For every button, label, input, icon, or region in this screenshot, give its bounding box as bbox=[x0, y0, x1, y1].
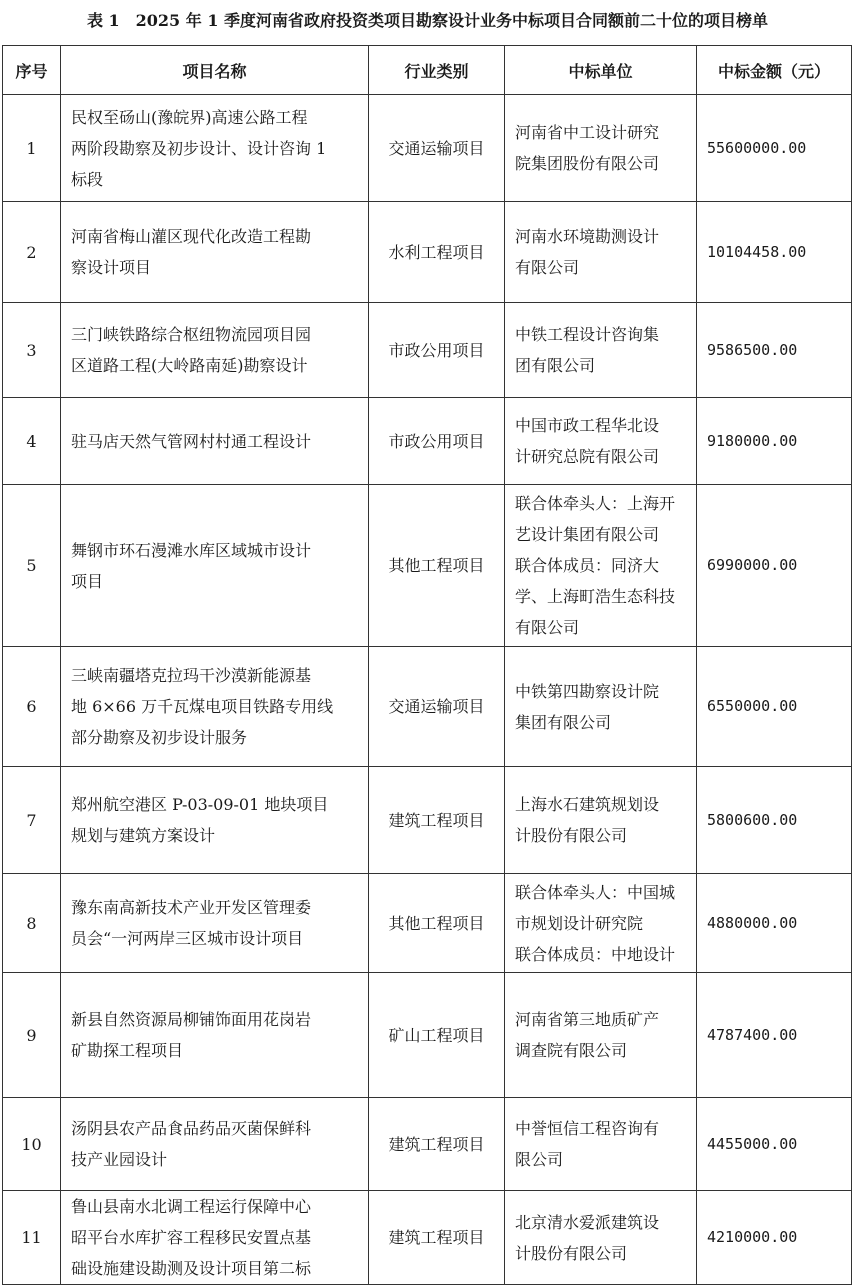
cell-industry: 市政公用项目 bbox=[369, 303, 505, 398]
cell-no: 6 bbox=[3, 647, 61, 767]
winner-line: 联合体成员：同济大 bbox=[515, 556, 660, 575]
table-row bbox=[3, 485, 852, 647]
table-row bbox=[3, 1098, 852, 1191]
cell-project-name bbox=[61, 1098, 369, 1191]
name-line: 规划与建筑方案设计 bbox=[71, 826, 216, 845]
cell-industry: 建筑工程项目 bbox=[369, 1191, 505, 1285]
cell-amount: 4455000.00 bbox=[697, 1098, 852, 1191]
winner-line: 计股份有限公司 bbox=[515, 1243, 628, 1263]
table-body bbox=[3, 95, 852, 1285]
winner-line: 市规划设计研究院 bbox=[515, 913, 644, 933]
winner-line: 中国市政工程华北设 bbox=[515, 416, 660, 435]
cell-no: 1 bbox=[3, 95, 61, 202]
cell-amount: 5800600.00 bbox=[697, 767, 852, 874]
cell-winner bbox=[505, 874, 697, 973]
cell-industry: 矿山工程项目 bbox=[369, 973, 505, 1098]
winner-line: 限公司 bbox=[515, 1150, 564, 1169]
cell-industry: 建筑工程项目 bbox=[369, 1098, 505, 1191]
header-winner: 中标单位 bbox=[505, 46, 697, 95]
winner-line: 院集团股份有限公司 bbox=[515, 154, 660, 173]
table-row bbox=[3, 647, 852, 767]
winner-line: 联合体牵头人：中国城 bbox=[515, 882, 676, 902]
cell-winner bbox=[505, 398, 697, 485]
cell-industry: 其他工程项目 bbox=[369, 874, 505, 973]
cell-industry: 建筑工程项目 bbox=[369, 767, 505, 874]
cell-project-name bbox=[61, 303, 369, 398]
header-amount: 中标金额（元） bbox=[697, 46, 852, 95]
cell-amount: 4880000.00 bbox=[697, 874, 852, 973]
table-row bbox=[3, 303, 852, 398]
cell-project-name bbox=[61, 202, 369, 303]
winner-line: 联合体成员：中地设计 bbox=[515, 944, 676, 964]
cell-no: 8 bbox=[3, 874, 61, 973]
cell-amount: 6990000.00 bbox=[697, 485, 852, 647]
cell-no: 2 bbox=[3, 202, 61, 303]
cell-winner bbox=[505, 647, 697, 767]
name-line: 三门峡铁路综合枢纽物流园项目园 bbox=[71, 325, 312, 344]
name-line: 昭平台水库扩容工程移民安置点基 bbox=[71, 1228, 312, 1247]
ranking-table bbox=[2, 45, 852, 1285]
winner-line: 计研究总院有限公司 bbox=[515, 447, 660, 466]
name-line: 民权至砀山(豫皖界)高速公路工程 bbox=[71, 107, 308, 127]
header-name: 项目名称 bbox=[61, 46, 369, 95]
table-title: 表 1 2025 年 1 季度河南省政府投资类项目勘察设计业务中标项目合同额前二十位的项目榜单 bbox=[86, 11, 769, 30]
cell-industry: 市政公用项目 bbox=[369, 398, 505, 485]
cell-winner bbox=[505, 485, 697, 647]
cell-amount: 55600000.00 bbox=[697, 95, 852, 202]
cell-amount: 4210000.00 bbox=[697, 1191, 852, 1285]
name-line: 察设计项目 bbox=[71, 258, 152, 277]
winner-line: 调查院有限公司 bbox=[515, 1041, 628, 1060]
cell-no: 4 bbox=[3, 398, 61, 485]
cell-industry: 水利工程项目 bbox=[369, 202, 505, 303]
table-row bbox=[3, 973, 852, 1098]
table-row bbox=[3, 767, 852, 874]
winner-line: 河南省第三地质矿产 bbox=[515, 1010, 660, 1029]
name-line: 项目 bbox=[71, 571, 104, 591]
name-line: 区道路工程(大岭路南延)勘察设计 bbox=[71, 356, 308, 375]
name-line: 两阶段勘察及初步设计、设计咨询 1 bbox=[71, 138, 327, 158]
name-line: 矿勘探工程项目 bbox=[71, 1041, 184, 1060]
cell-no: 9 bbox=[3, 973, 61, 1098]
winner-line: 中铁第四勘察设计院 bbox=[515, 681, 660, 701]
winner-line: 计股份有限公司 bbox=[515, 826, 628, 845]
cell-project-name bbox=[61, 973, 369, 1098]
cell-project-name bbox=[61, 874, 369, 973]
cell-no: 10 bbox=[3, 1098, 61, 1191]
cell-winner bbox=[505, 767, 697, 874]
cell-winner bbox=[505, 973, 697, 1098]
winner-line: 艺设计集团有限公司 bbox=[515, 525, 660, 544]
name-line: 部分勘察及初步设计服务 bbox=[71, 728, 248, 747]
cell-winner bbox=[505, 95, 697, 202]
cell-project-name bbox=[61, 95, 369, 202]
winner-line: 上海水石建筑规划设 bbox=[515, 795, 660, 814]
cell-no: 7 bbox=[3, 767, 61, 874]
cell-industry: 交通运输项目 bbox=[369, 95, 505, 202]
name-line: 河南省梅山灌区现代化改造工程勘 bbox=[71, 227, 312, 246]
winner-line: 有限公司 bbox=[515, 618, 580, 637]
header-row bbox=[3, 46, 852, 95]
cell-amount: 10104458.00 bbox=[697, 202, 852, 303]
table-row bbox=[3, 95, 852, 202]
name-line: 标段 bbox=[71, 169, 104, 189]
name-line: 鲁山县南水北调工程运行保障中心 bbox=[71, 1197, 312, 1216]
table-row bbox=[3, 874, 852, 973]
cell-no: 5 bbox=[3, 485, 61, 647]
winner-line: 团有限公司 bbox=[515, 356, 596, 375]
table-row bbox=[3, 202, 852, 303]
name-line: 驻马店天然气管网村村通工程设计 bbox=[71, 431, 312, 451]
winner-line: 河南省中工设计研究 bbox=[515, 123, 660, 142]
name-line: 汤阴县农产品食品药品灭菌保鲜科 bbox=[71, 1119, 312, 1138]
winner-line: 中铁工程设计咨询集 bbox=[515, 325, 660, 344]
name-line: 础设施建设勘测及设计项目第二标 bbox=[71, 1259, 312, 1278]
cell-project-name bbox=[61, 1191, 369, 1285]
winner-line: 中誉恒信工程咨询有 bbox=[515, 1119, 660, 1138]
cell-amount: 9586500.00 bbox=[697, 303, 852, 398]
cell-amount: 4787400.00 bbox=[697, 973, 852, 1098]
table-row bbox=[3, 398, 852, 485]
winner-line: 北京清水爱派建筑设 bbox=[515, 1212, 660, 1232]
cell-no: 3 bbox=[3, 303, 61, 398]
name-line: 地 6×66 万千瓦煤电项目铁路专用线 bbox=[71, 697, 334, 716]
winner-line: 联合体牵头人：上海开 bbox=[515, 494, 676, 513]
name-line: 员会“一河两岸三区城市设计项目 bbox=[71, 929, 304, 948]
cell-winner bbox=[505, 1191, 697, 1285]
cell-project-name bbox=[61, 398, 369, 485]
table-row bbox=[3, 1191, 852, 1285]
cell-project-name bbox=[61, 485, 369, 647]
header-no: 序号 bbox=[3, 46, 61, 95]
cell-winner bbox=[505, 303, 697, 398]
winner-line: 学、上海町浩生态科技 bbox=[515, 587, 676, 606]
name-line: 舞钢市环石漫滩水库区域城市设计 bbox=[71, 540, 312, 560]
cell-winner bbox=[505, 202, 697, 303]
name-line: 豫东南高新技术产业开发区管理委 bbox=[71, 898, 312, 917]
header-industry: 行业类别 bbox=[369, 46, 505, 95]
cell-winner bbox=[505, 1098, 697, 1191]
cell-industry: 其他工程项目 bbox=[369, 485, 505, 647]
cell-project-name bbox=[61, 767, 369, 874]
cell-no: 11 bbox=[3, 1191, 61, 1285]
cell-industry: 交通运输项目 bbox=[369, 647, 505, 767]
name-line: 三峡南疆塔克拉玛干沙漠新能源基 bbox=[71, 666, 312, 685]
winner-line: 集团有限公司 bbox=[515, 712, 612, 732]
cell-amount: 6550000.00 bbox=[697, 647, 852, 767]
name-line: 郑州航空港区 P-03-09-01 地块项目 bbox=[71, 795, 329, 814]
winner-line: 河南水环境勘测设计 bbox=[515, 227, 660, 246]
name-line: 技产业园设计 bbox=[71, 1150, 168, 1169]
cell-amount: 9180000.00 bbox=[697, 398, 852, 485]
cell-project-name bbox=[61, 647, 369, 767]
name-line: 新县自然资源局柳铺饰面用花岗岩 bbox=[71, 1010, 312, 1029]
winner-line: 有限公司 bbox=[515, 258, 580, 277]
